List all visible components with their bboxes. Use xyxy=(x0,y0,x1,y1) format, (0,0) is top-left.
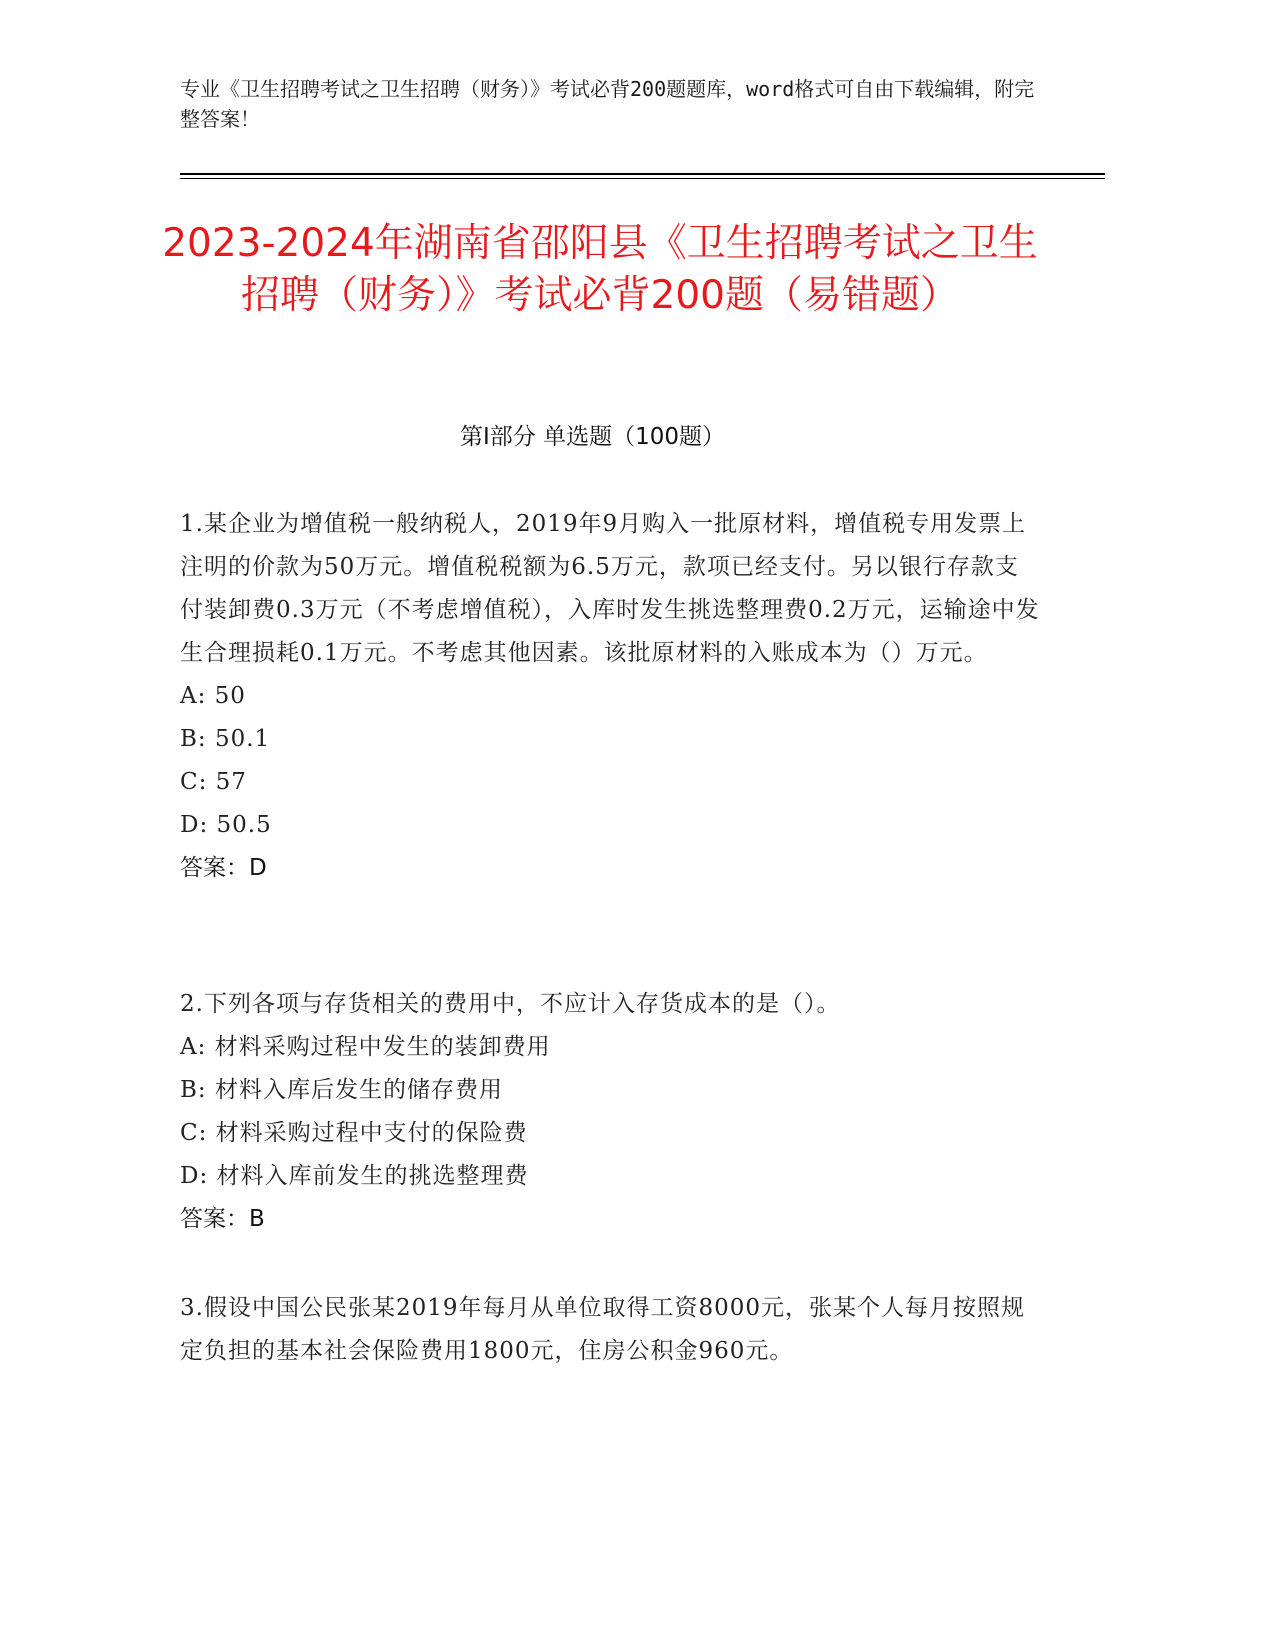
header-note: 专业《卫生招聘考试之卫生招聘（财务）》考试必背200题题库，word格式可自由下载编辑，附完整答案！ xyxy=(180,77,1035,131)
document-title: 2023-2024年湖南省邵阳县《卫生招聘考试之卫生招聘（财务）》考试必背200题（易错题） xyxy=(162,221,1038,318)
question-stem: 1.某企业为增值税一般纳税人，2019年9月购入一批原材料，增值税专用发票上注明的价款为50万元。增值税税额为6.5万元，款项已经支付。另以银行存款支付装卸费0.3万元（不考虑增值税），入库时发生挑选整理费0.2万元，运输途中发生合理损耗0.1万元。不考虑其他因素。该批原材料的入账成本为（）万元。 xyxy=(180,511,1040,666)
answer: 答案：B xyxy=(180,1206,265,1232)
option-c: C: 57 xyxy=(180,769,247,795)
question-3 xyxy=(180,1287,1040,1373)
option-b: B: 材料入库后发生的储存费用 xyxy=(180,1077,503,1103)
option-b: B: 50.1 xyxy=(180,726,271,752)
option-a: A: 材料采购过程中发生的装卸费用 xyxy=(180,1034,551,1060)
header-divider-thin xyxy=(180,178,1105,179)
option-d: D: 材料入库前发生的挑选整理费 xyxy=(180,1163,529,1189)
option-c: C: 材料采购过程中支付的保险费 xyxy=(180,1120,528,1146)
option-a: A: 50 xyxy=(180,683,246,709)
option-d: D: 50.5 xyxy=(180,812,272,838)
question-2 xyxy=(180,983,1040,1241)
section-title: 第I部分 单选题（100题） xyxy=(460,424,725,450)
question-1 xyxy=(180,503,1040,890)
answer: 答案：D xyxy=(180,855,267,881)
question-stem: 3.假设中国公民张某2019年每月从单位取得工资8000元，张某个人每月按照规定负担的基本社会保险费用1800元，住房公积金960元。 xyxy=(180,1295,1026,1364)
question-stem: 2.下列各项与存货相关的费用中，不应计入存货成本的是（）。 xyxy=(180,991,841,1017)
header-divider-thick xyxy=(180,173,1105,175)
